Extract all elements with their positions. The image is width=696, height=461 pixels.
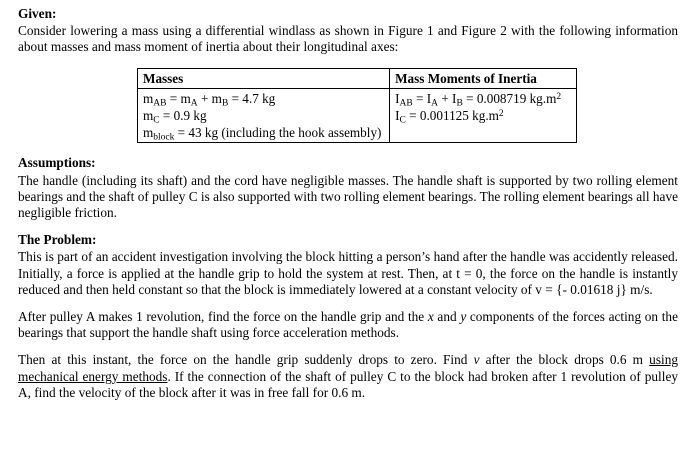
given-heading: Given: bbox=[18, 6, 57, 21]
mass-ab-line: $m_{AB} = m_A + m_B = 4.7$ kg bbox=[143, 90, 276, 109]
problem-paragraph-2: After pulley A makes 1 revolution, find the force on the handle grip and the x and y components of the forces acting on the bearings that support the handle shaft using force acceleration methods. bbox=[18, 309, 678, 341]
assumptions-heading: Assumptions: bbox=[18, 155, 96, 171]
problem-paragraph-3: Then at this instant, the force on the handle grip suddenly drops to zero. Find v after the block drops 0.6 m using mechanical energy methods. If the connection of the shaft of pulley C to the block had broken after 1 revolution of pulley A, find the velocity of the block after it was in free fall for 0.6 m. bbox=[18, 352, 678, 400]
variable-y: y bbox=[460, 309, 467, 325]
table-header-row bbox=[138, 68, 577, 88]
mass-c-line: $m_C = 0.9$ kg bbox=[143, 107, 207, 126]
variable-x: x bbox=[427, 309, 434, 325]
given-section bbox=[18, 6, 678, 56]
problem-heading: The Problem: bbox=[18, 232, 97, 248]
assumptions-text: The handle (including its shaft) and the cord have negligible masses. The handle shaft is supported by two rolling element bearings and the shaft of pulley C is also supported with two rolling element bearings. The rolling element bearings all have negligible friction. bbox=[18, 172, 678, 220]
inertia-ab-line: $I_{AB} = I_A + I_B = 0.008719$ $kg.m^2$ bbox=[395, 90, 562, 109]
given-text: Consider lowering a mass using a differential windlass as shown in Figure 1 and Figure 2 with the following information about masses and mass moment of inertia about their longitudinal axes: bbox=[18, 23, 678, 55]
emphasis-mechanical-energy: using mechanical energy methods bbox=[18, 352, 678, 384]
mass-block-line: $m_{block} = 43$ kg (including the hook assembly) bbox=[143, 125, 382, 143]
problem-paragraph-1: This is part of an accident investigation involving the block hitting a person’s hand after the handle was accidently released. Initially, a force is applied at the handle grip to hold the system at rest. Then, at t = 0, the force on the handle is instantly reduced and then held constant so that the block is immediately lowered at a constant velocity of v = {- 0.01618 j} m/s. bbox=[18, 249, 678, 297]
data-table-wrapper bbox=[18, 68, 678, 144]
table-header-masses: Masses bbox=[138, 68, 390, 88]
table-body-row bbox=[138, 88, 577, 142]
masses-inertia-table bbox=[137, 68, 577, 144]
table-header-inertia: Mass Moments of Inertia bbox=[390, 68, 577, 88]
table-cell-inertia bbox=[390, 88, 577, 142]
inertia-c-line: $I_C = 0.001125$ $kg.m^2$ bbox=[395, 107, 504, 126]
assumptions-section bbox=[18, 155, 678, 221]
variable-v: v bbox=[473, 352, 480, 368]
problem-section bbox=[18, 232, 678, 401]
table-cell-masses bbox=[138, 88, 390, 142]
